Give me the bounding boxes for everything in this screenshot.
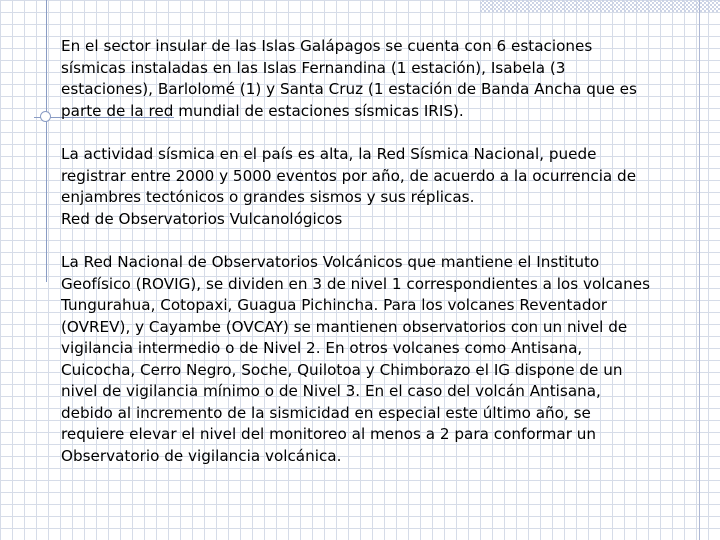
- slide-body: [61, 36, 651, 467]
- right-border-line: [699, 0, 700, 540]
- vertical-accent-line: [46, 0, 47, 282]
- paragraph-galapagos: En el sector insular de las Islas Galápagos se cuenta con 6 estaciones sísmicas instaladas en las Islas Fernandina (1 estación), Isabela (3 estaciones), Barlolomé (1) y Santa Cruz (1 estación de Banda Ancha que es parte de la red mundial de estaciones sísmicas IRIS).: [61, 37, 637, 120]
- ring-marker-decoration: [40, 111, 51, 122]
- paragraph-seismic-activity-text: La actividad sísmica en el país es alta, la Red Sísmica Nacional, puede registrar entre 2000 y 5000 eventos por año, de acuerdo a la ocurrencia de enjambres tectónicos o grandes sismos y sus réplicas.: [61, 145, 637, 206]
- paragraph-rovig: La Red Nacional de Observatorios Volcánicos que mantiene el Instituto Geofísico (ROVIG), se dividen en 3 de nivel 1 correspondientes a los volcanes Tungurahua, Cotopaxi, Guagua Pichincha. Para los volcanes Reventador (OVREV), y Cayambe (OVCAY) se mantienen observatorios con un nivel de vigilancia intermedio o de Nivel 2. En otros volcanes como Antisana, Cuicocha, Cerro Negro, Soche, Quilotoa y Chimborazo el IG dispone de un nivel de vigilancia mínimo o de Nivel 3. En el caso del volcán Antisana, debido al incremento de la sismicidad en especial este último año, se requiere elevar el nivel del monitoreo al menos a 2 para conformar un Observatorio de vigilancia volcánica.: [61, 253, 650, 465]
- heading-observatories-network: Red de Observatorios Vulcanológicos: [61, 209, 343, 228]
- paragraph-seismic-activity: [61, 144, 651, 230]
- corner-pattern-decoration: [480, 0, 720, 12]
